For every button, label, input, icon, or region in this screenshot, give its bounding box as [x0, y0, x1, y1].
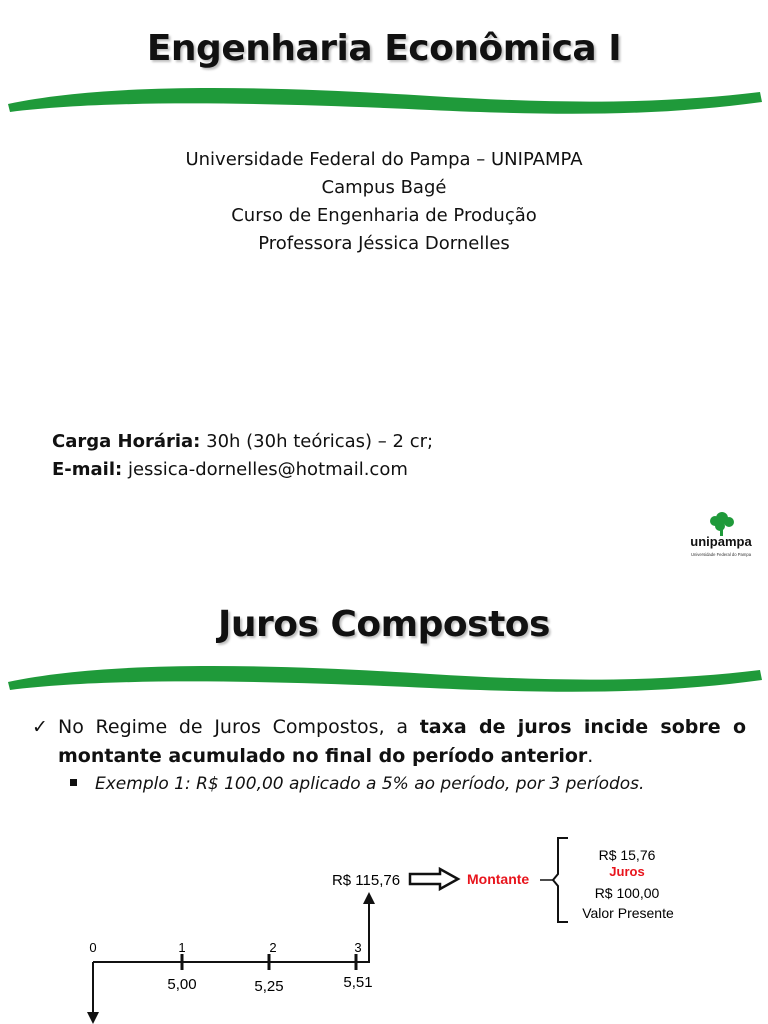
brace-decoration [553, 838, 568, 922]
present-label: Valor Presente [582, 905, 674, 921]
final-amount: R$ 115,76 [331, 872, 401, 889]
unipampa-logo [684, 512, 758, 560]
institution-block [0, 146, 768, 258]
period-label: 0 [89, 940, 97, 955]
institution-line: Curso de Engenharia de Produção [231, 205, 537, 226]
checkmark-icon: ✓ [32, 716, 48, 738]
juros-label: Juros [609, 864, 645, 879]
cash-flow-diagram [0, 578, 768, 1024]
period-label: 3 [354, 940, 362, 955]
course-info [52, 428, 433, 484]
green-swoosh-decoration [0, 78, 768, 118]
institution-line: Campus Bagé [321, 177, 447, 198]
email-value: jessica-dornelles@hotmail.com [122, 459, 408, 480]
email-label: E-mail: [52, 459, 123, 480]
slide-title: Juros Compostos [218, 604, 550, 645]
period-label: 1 [178, 940, 186, 955]
slide-title: Engenharia Econômica I [146, 28, 622, 69]
montante-label: Montante [467, 871, 530, 887]
arrow-right-icon [410, 869, 458, 889]
email-line [52, 456, 433, 484]
institution-line: Professora Jéssica Dornelles [258, 233, 510, 254]
workload-line [52, 428, 433, 456]
bullet-text: No Regime de Juros Compostos, a [58, 716, 420, 738]
logo-text: unipampa [690, 534, 752, 549]
arrow-down-icon [87, 1012, 99, 1024]
interest-value: 5,00 [167, 976, 197, 993]
interest-value: 5,25 [254, 978, 284, 995]
juros-amount: R$ 15,76 [598, 847, 656, 863]
logo-subtext: Universidade Federal do Pampa [690, 552, 752, 557]
interest-value: 5,51 [343, 974, 373, 991]
workload-value: 30h (30h teóricas) – 2 cr; [200, 431, 434, 452]
slide-2 [0, 578, 768, 1024]
period-label: 2 [269, 940, 277, 955]
institution-line: Universidade Federal do Pampa – UNIPAMPA [185, 149, 583, 170]
present-amount: R$ 100,00 [594, 885, 660, 901]
bullet-text-end: . [587, 745, 594, 767]
bullet-text-bold: taxa de juros incide sobre o montante acumulado no final do período anterior [58, 716, 746, 767]
arrow-up-icon [363, 892, 375, 904]
workload-label: Carga Horária: [52, 431, 201, 452]
sub-bullet-text: Exemplo 1: R$ 100,00 aplicado a 5% ao período, por 3 períodos. [95, 774, 645, 794]
